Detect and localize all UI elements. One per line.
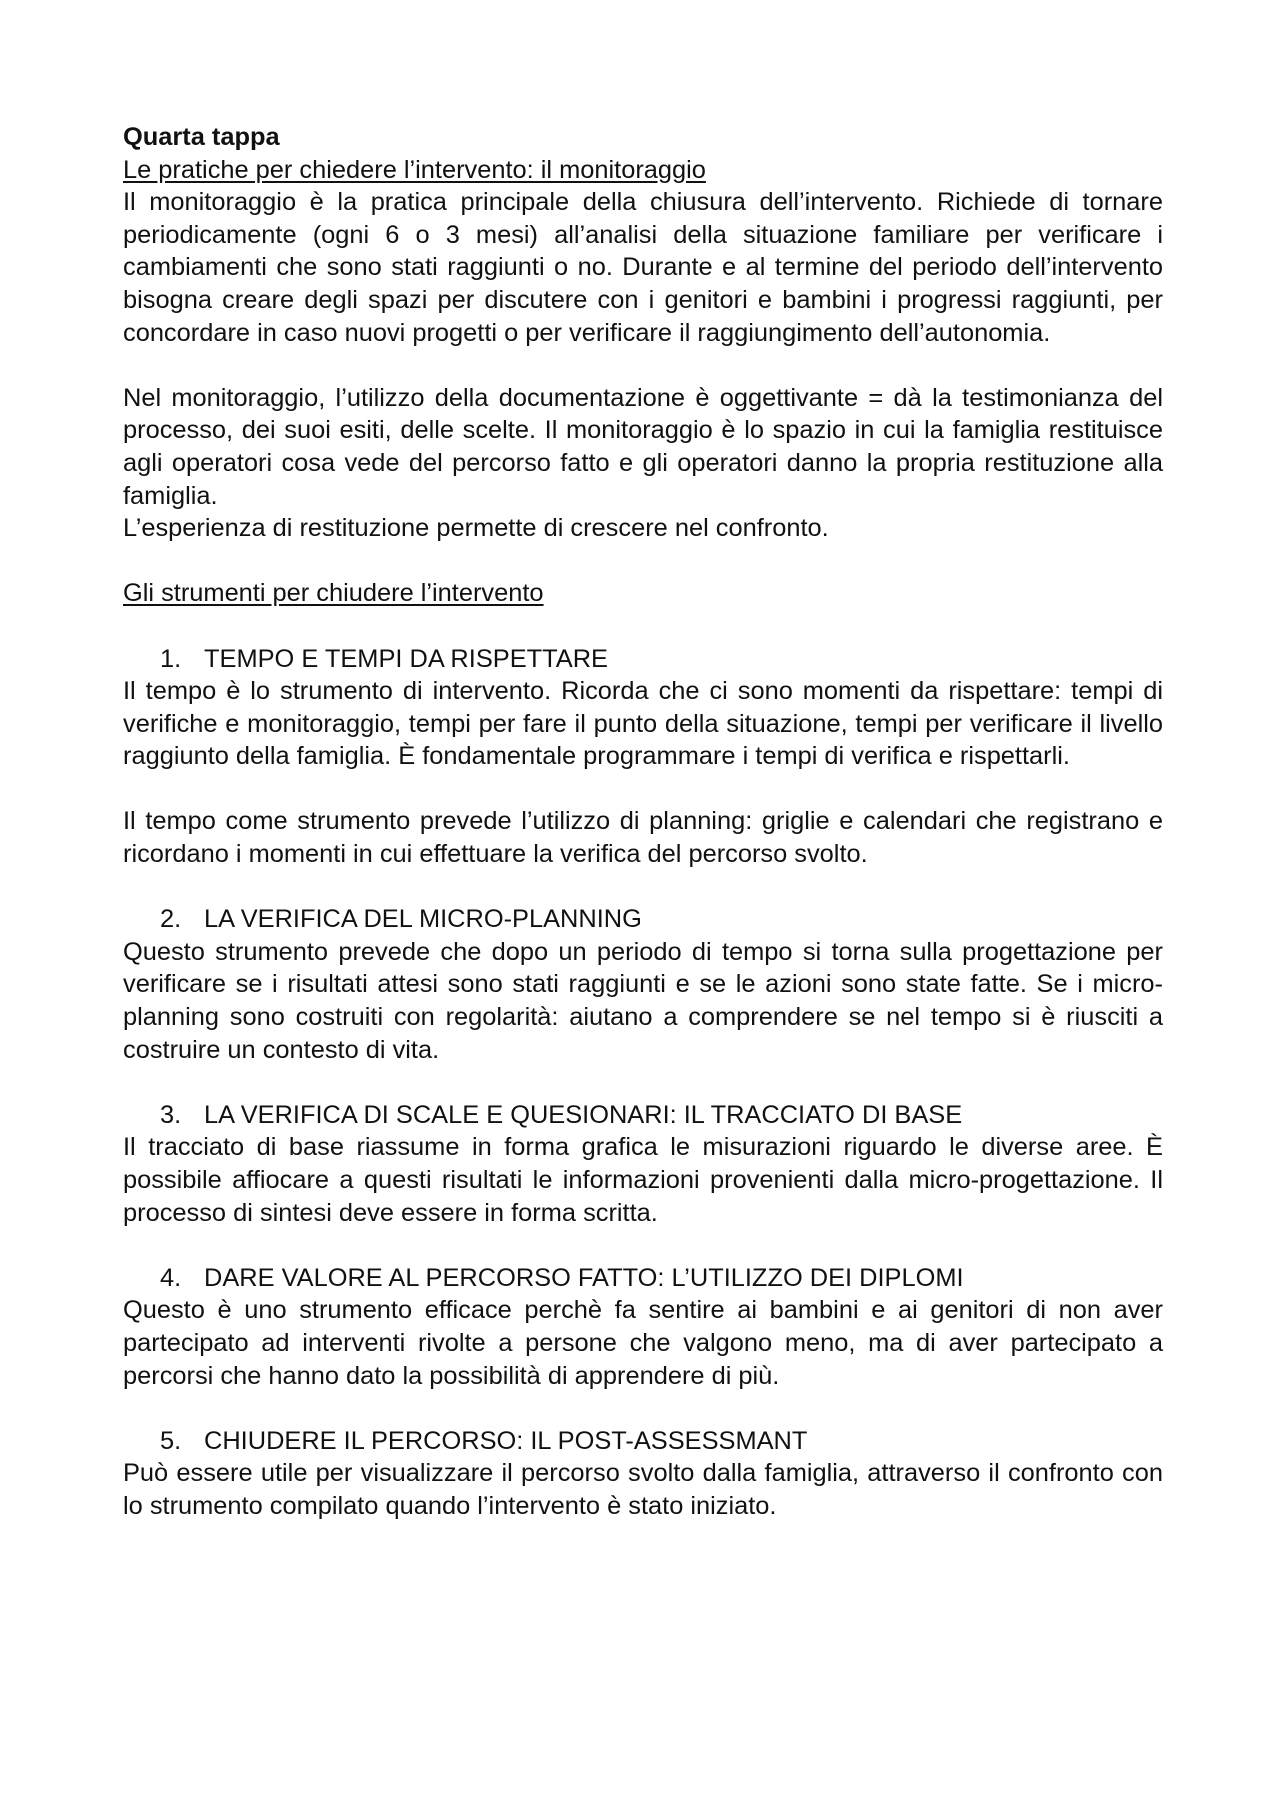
spacer <box>123 871 1163 904</box>
list-item-title: CHIUDERE IL PERCORSO: IL POST-ASSESSMANT <box>204 1426 808 1455</box>
spacer <box>123 773 1163 806</box>
spacer <box>123 1392 1163 1425</box>
list-item-heading <box>123 1425 1163 1458</box>
paragraph: Il tempo è lo strumento di intervento. Ricorda che ci sono momenti da rispettare: tempi di verifiche e monitoraggio, tempi per fare il punto della situazione, tempi per verificare il livello raggiunto della famiglia. È fondamentale programmare i tempi di verifica e rispettarli. <box>123 677 1163 771</box>
list-item-number: 4. <box>160 1263 182 1292</box>
list-item-title: TEMPO E TEMPI DA RISPETTARE <box>204 644 608 673</box>
list-item-title: LA VERIFICA DI SCALE E QUESIONARI: IL TRACCIATO DI BASE <box>204 1100 963 1129</box>
document-title: Quarta tappa <box>123 123 280 151</box>
document-page <box>123 121 1163 1523</box>
spacer <box>123 610 1163 643</box>
paragraph: Il tracciato di base riassume in forma grafica le misurazioni riguardo le diverse aree. È possibile affiocare a questi risultati le informazioni provenienti dalla micro-progettazione. Il processo di sintesi deve essere in forma scritta. <box>123 1133 1163 1227</box>
list-item-title: LA VERIFICA DEL MICRO-PLANNING <box>204 905 642 934</box>
list-item-number: 2. <box>160 905 182 934</box>
paragraph: Il monitoraggio è la pratica principale della chiusura dell’intervento. Richiede di tornare periodicamente (ogni 6 o 3 mesi) all’analisi della situazione familiare per verificare i cambiamenti che sono stati raggiunti o no. Durante e al termine del periodo dell’intervento bisogna creare degli spazi per discutere con i genitori e bambini i progressi raggiunti, per concordare in caso nuovi progetti o per verificare il raggiungimento dell’autonomia. <box>123 188 1163 347</box>
section-heading-monitoraggio: Le pratiche per chiedere l’intervento: il monitoraggio <box>123 155 706 184</box>
list-item-heading <box>123 903 1163 936</box>
list-item-heading <box>123 1262 1163 1295</box>
list-item-title: DARE VALORE AL PERCORSO FATTO: L’UTILIZZO DEI DIPLOMI <box>204 1263 964 1292</box>
paragraph: Questo è uno strumento efficace perchè fa sentire ai bambini e ai genitori di non aver partecipato ad interventi rivolte a persone che valgono meno, ma di aver partecipato a percorsi che hanno dato la possibilità di apprendere di più. <box>123 1296 1163 1390</box>
spacer <box>123 1066 1163 1099</box>
paragraph: L’esperienza di restituzione permette di crescere nel confronto. <box>123 514 829 543</box>
paragraph: Nel monitoraggio, l’utilizzo della documentazione è oggettivante = dà la testimonianza del processo, dei suoi esiti, delle scelte. Il monitoraggio è lo spazio in cui la famiglia restituisce agli operatori cosa vede del percorso fatto e gli operatori danno la propria restituzione alla famiglia. <box>123 383 1163 510</box>
list-item-heading <box>123 1099 1163 1132</box>
section-heading-strumenti: Gli strumenti per chiudere l’intervento <box>123 579 544 608</box>
spacer <box>123 349 1163 382</box>
list-item-number: 3. <box>160 1100 182 1129</box>
spacer <box>123 545 1163 578</box>
list-item-number: 5. <box>160 1426 182 1455</box>
spacer <box>123 1229 1163 1262</box>
paragraph: Può essere utile per visualizzare il percorso svolto dalla famiglia, attraverso il confronto con lo strumento compilato quando l’intervento è stato iniziato. <box>123 1459 1163 1520</box>
paragraph: Questo strumento prevede che dopo un periodo di tempo si torna sulla progettazione per verificare se i risultati attesi sono stati raggiunti e se le azioni sono state fatte. Se i micro-planning sono costruiti con regolarità: aiutano a comprendere se nel tempo si è riusciti a costruire un contesto di vita. <box>123 937 1163 1064</box>
list-item-number: 1. <box>160 644 182 673</box>
paragraph: Il tempo come strumento prevede l’utilizzo di planning: griglie e calendari che registrano e ricordano i momenti in cui effettuare la verifica del percorso svolto. <box>123 807 1163 869</box>
list-item-heading <box>123 643 1163 676</box>
